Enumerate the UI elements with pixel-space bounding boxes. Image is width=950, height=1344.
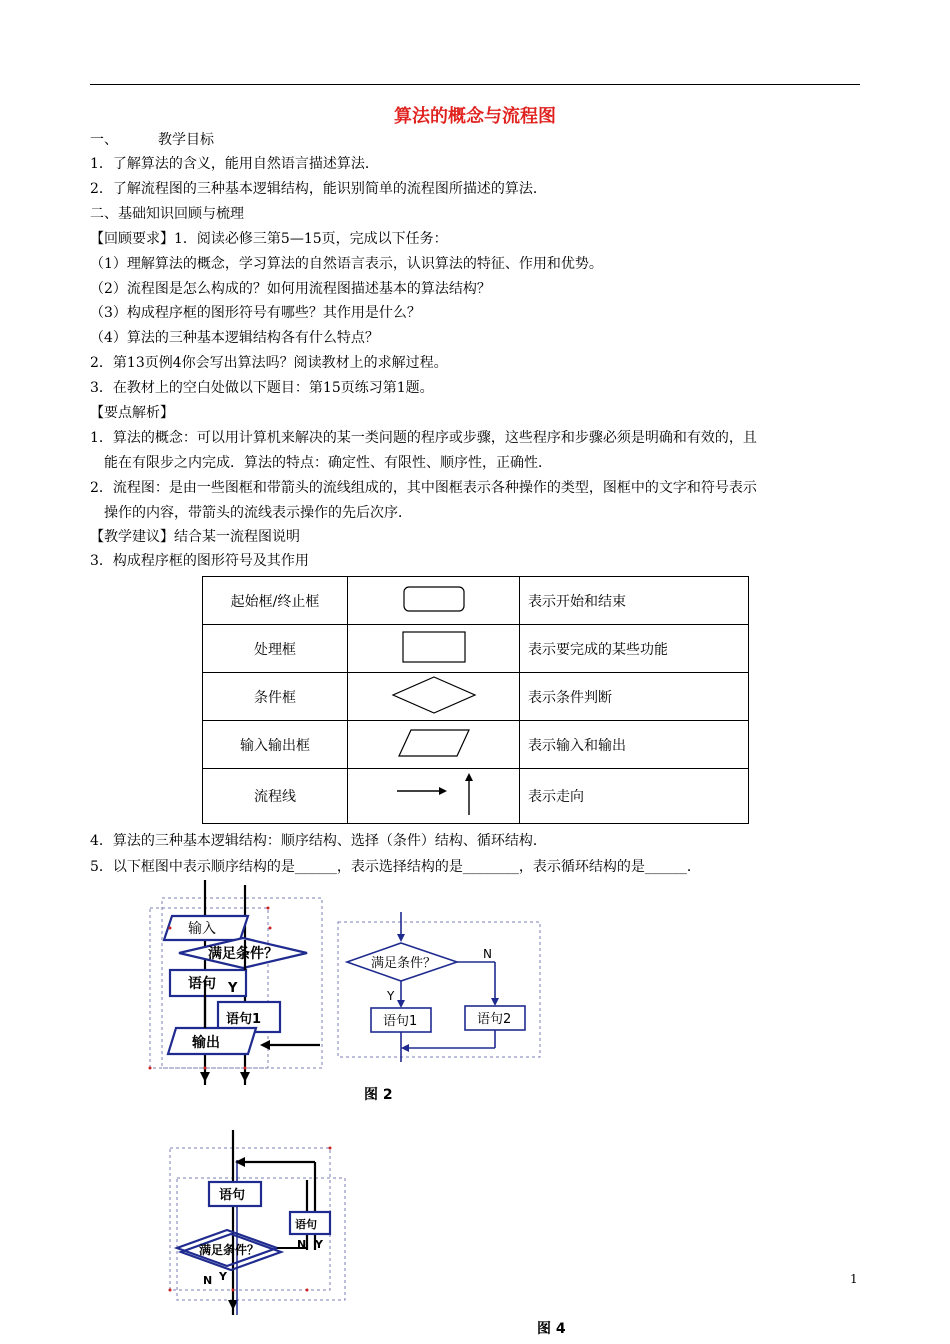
key-point-2-line-1: 2．流程图：是由一些图框和带箭头的流线组成的，其中图框表示各种操作的类型，图框中的文字和符号表示 xyxy=(90,480,757,496)
decision-shape-icon xyxy=(391,675,477,715)
symbol-name: 条件框 xyxy=(203,673,348,721)
key-point-1-line-1: 1．算法的概念：可以用计算机来解决的某一类问题的程序或步骤，这些程序和步骤必须是明确和有效的，且 xyxy=(90,430,757,446)
item-4: 4．算法的三种基本逻辑结构：顺序结构、选择（条件）结构、循环结构． xyxy=(90,833,547,849)
table-row xyxy=(203,721,749,769)
symbol-shape-cell xyxy=(348,625,520,673)
key-point-1-line-2: 能在有限步之内完成．算法的特点：确定性、有限性、顺序性，正确性． xyxy=(104,455,552,471)
figure-1-flowchart xyxy=(140,880,340,1085)
section-1-heading xyxy=(90,130,214,150)
fig3-yes-label-2: Y xyxy=(219,1270,227,1283)
goal-2: 2．了解流程图的三种基本逻辑结构，能识别简单的流程图所描述的算法． xyxy=(90,181,547,197)
symbol-desc: 表示要完成的某些功能 xyxy=(520,625,749,673)
symbol-shape-cell xyxy=(348,769,520,824)
symbol-shape-cell xyxy=(348,721,520,769)
symbol-shape-cell xyxy=(348,577,520,625)
process-shape-icon xyxy=(401,630,467,664)
teaching-advice: 【教学建议】结合某一流程图说明 xyxy=(90,529,300,545)
symbol-name: 输入输出框 xyxy=(203,721,348,769)
review-item-2: （2）流程图是怎么构成的？如何用流程图描述基本的算法结构？ xyxy=(90,281,491,297)
terminal-shape-icon xyxy=(402,585,466,613)
figure-2-caption: 图 2 xyxy=(364,1087,393,1103)
fig3-yes-label-1: Y xyxy=(315,1238,323,1251)
section-1-number: 一、 xyxy=(90,132,118,148)
fig1-statement-label: 语句 xyxy=(188,976,216,992)
table-row xyxy=(203,769,749,824)
figure-3-caption: 图 4 xyxy=(537,1321,566,1337)
flow-arrows-icon xyxy=(389,771,479,817)
fig3-statement-b-label: 语句 xyxy=(295,1218,317,1231)
fig3-condition-label: 满足条件？ xyxy=(199,1243,260,1257)
symbol-name: 起始框/终止框 xyxy=(203,577,348,625)
review-requirement: 【回顾要求】1．阅读必修三第5—15页，完成以下任务： xyxy=(90,231,448,247)
review-item-5: 2．第13页例4你会写出算法吗？阅读教材上的求解过程。 xyxy=(90,355,448,371)
section-1-title: 教学目标 xyxy=(158,132,214,148)
table-row xyxy=(203,577,749,625)
review-item-3: （3）构成程序框的图形符号有哪些？其作用是什么？ xyxy=(90,305,421,321)
fig1-statement1-label: 语句1 xyxy=(226,1012,262,1027)
review-item-4: （4）算法的三种基本逻辑结构各有什么特点？ xyxy=(90,330,379,346)
symbol-name: 处理框 xyxy=(203,625,348,673)
item-5: 5．以下框图中表示顺序结构的是______，表示选择结构的是________，表示循环结构的是______． xyxy=(90,859,701,875)
symbol-desc: 表示条件判断 xyxy=(520,673,749,721)
symbol-table xyxy=(202,576,749,824)
page-title: 算法的概念与流程图 xyxy=(394,106,556,127)
fig1-output-label: 输出 xyxy=(192,1035,220,1051)
table-row xyxy=(203,625,749,673)
key-points-heading: 【要点解析】 xyxy=(90,405,174,421)
fig1-yes-label: Y xyxy=(228,981,238,996)
symbol-desc: 表示走向 xyxy=(520,769,749,824)
fig2-yes-label: Y xyxy=(387,989,395,1003)
goal-1: 1．了解算法的含义，能用自然语言描述算法． xyxy=(90,156,379,172)
figure-3-flowchart xyxy=(165,1130,350,1315)
symbol-name: 流程线 xyxy=(203,769,348,824)
fig2-no-label: N xyxy=(483,947,492,961)
symbol-shape-cell xyxy=(348,673,520,721)
key-point-2-line-2: 操作的内容，带箭头的流线表示操作的先后次序． xyxy=(104,505,412,521)
table-row xyxy=(203,673,749,721)
item-3-heading: 3．构成程序框的图形符号及其作用 xyxy=(90,553,309,569)
io-shape-icon xyxy=(397,728,471,758)
review-item-1: （1）理解算法的概念，学习算法的自然语言表示，认识算法的特征、作用和优势。 xyxy=(90,256,603,272)
symbol-desc: 表示开始和结束 xyxy=(520,577,749,625)
figure-2-flowchart xyxy=(335,912,545,1062)
symbol-desc: 表示输入和输出 xyxy=(520,721,749,769)
fig2-condition-label: 满足条件？ xyxy=(371,956,437,971)
fig3-no-label-2: N xyxy=(203,1274,213,1287)
fig2-statement2-label: 语句2 xyxy=(477,1012,512,1027)
fig3-no-label-1: N xyxy=(297,1238,307,1251)
fig1-condition-label: 满足条件？ xyxy=(208,946,278,962)
header-rule xyxy=(90,84,860,85)
page-number: 1 xyxy=(850,1272,858,1286)
fig2-statement1-label: 语句1 xyxy=(383,1014,418,1029)
fig1-input-label: 输入 xyxy=(188,921,216,937)
section-2-heading: 二、基础知识回顾与梳理 xyxy=(90,206,244,222)
review-item-6: 3．在教材上的空白处做以下题目：第15页练习第1题。 xyxy=(90,380,434,396)
fig3-statement-a-label: 语句 xyxy=(219,1188,246,1203)
